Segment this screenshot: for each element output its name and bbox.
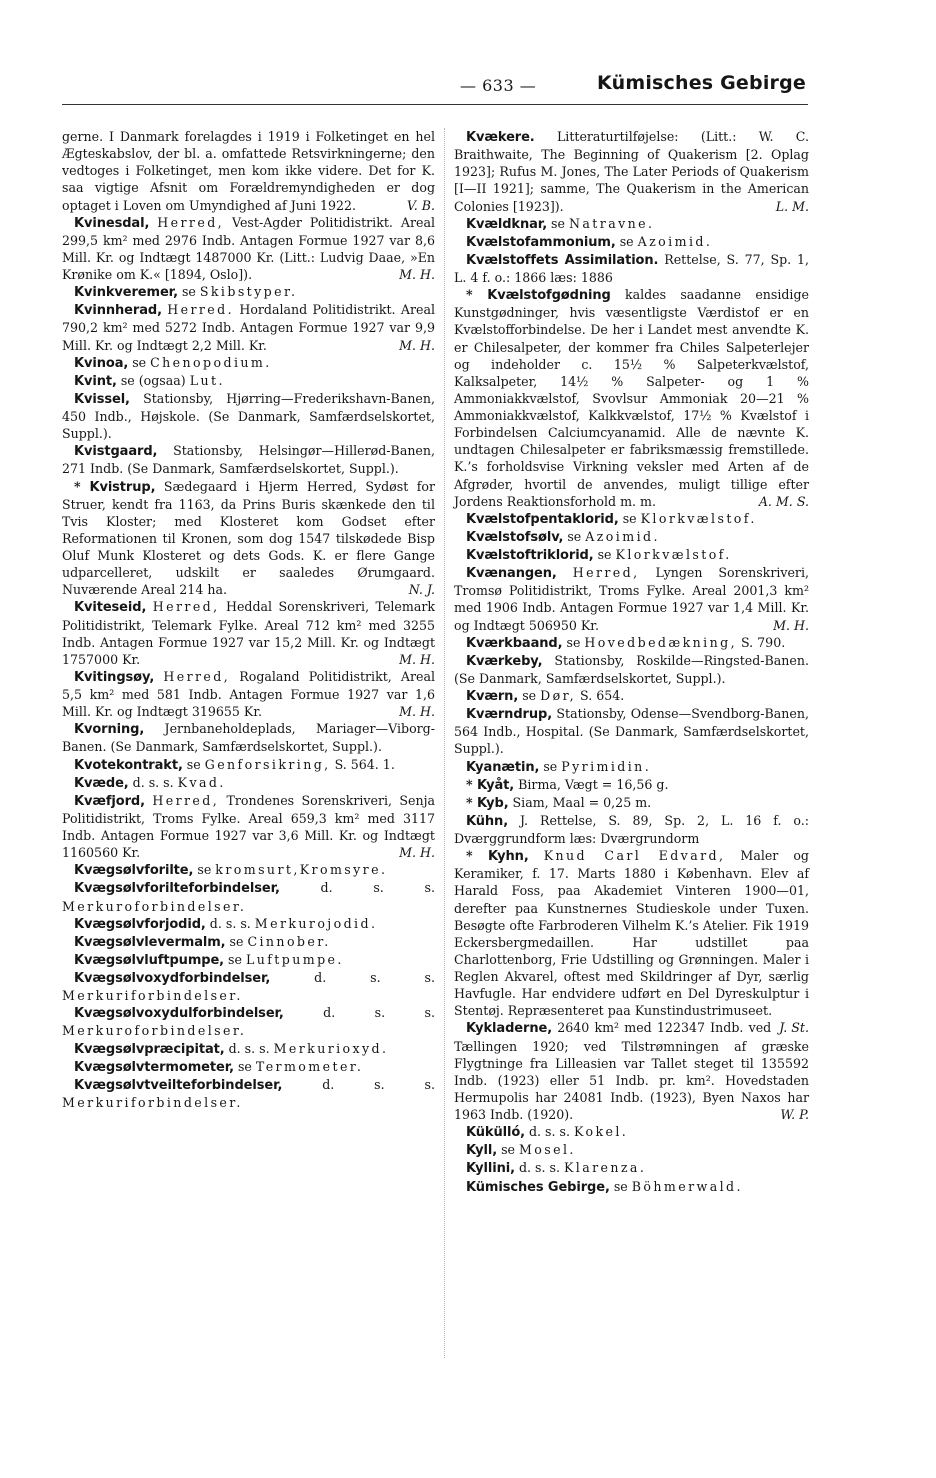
left-column	[62, 128, 435, 1111]
dictionary-entry	[62, 1076, 435, 1111]
entry-text: Trondenes Sorenskriveri, Senja Politidistrikt, Troms Fylke. Areal 659,3 km² med 3117 Indb. Antagen Formue 1927 var 3,6 Mill. Kr. og Indtægt 1160560 Kr.	[62, 792, 435, 861]
dictionary-entry	[62, 969, 435, 1004]
dictionary-entry	[62, 1040, 435, 1058]
entry-text: Heddal Sorenskriveri, Telemark Politidistrikt, Telemark Fylke. Areal 712 km² med 3255 Indb. Antagen Formue 1927 var 15,2 Mill. Kr. og Indtægt 1757000 Kr.	[62, 599, 435, 667]
dictionary-entry	[454, 564, 809, 634]
dictionary-entry	[454, 510, 809, 528]
dictionary-entry	[62, 1058, 435, 1076]
entry-headword: Kvæfjord,	[74, 793, 145, 809]
entry-signature: M. H.	[399, 651, 435, 667]
dictionary-entry	[62, 354, 435, 372]
entry-headword: Kvægsølvtermometer,	[74, 1059, 234, 1075]
entry-signature: W. P.	[780, 1107, 809, 1122]
entry-text: Stationsby, Helsingør—Hillerød-Banen, 271 Indb. (Se Danmark, Samfærdselskortet, Suppl.).	[62, 443, 435, 477]
entry-spaced-term: Herred,	[163, 668, 231, 684]
entry-cross-reference: Klorkvælstof.	[615, 547, 732, 562]
entry-spaced-term: Knud Carl Edvard,	[543, 848, 726, 864]
entry-headword: Kvitingsøy,	[74, 669, 155, 685]
dictionary-entry	[454, 128, 809, 215]
entry-headword: Kværkeby,	[466, 653, 543, 669]
entry-cross-reference: Genforsikring,	[204, 756, 331, 772]
page-header	[62, 70, 808, 105]
entry-headword: Kvissel,	[74, 391, 130, 407]
entry-headword: Kvækere.	[466, 130, 535, 145]
dictionary-entry	[62, 283, 435, 301]
entry-signature: M. H.	[399, 704, 435, 720]
entry-cross-reference: Dør,	[540, 688, 577, 703]
dictionary-entry	[454, 812, 809, 847]
entry-headword: Kvælstofgødning	[487, 288, 611, 304]
entry-text: d. s. s.	[282, 1076, 435, 1092]
entry-headword: Kvint,	[74, 373, 117, 389]
entry-cross-reference: Luftpumpe.	[245, 951, 344, 967]
dictionary-entry	[62, 915, 435, 933]
entry-headword: Kvægsølvoxydforbindelser,	[74, 971, 271, 986]
dictionary-entry	[454, 758, 809, 776]
dictionary-entry	[454, 1159, 809, 1177]
entry-spaced-term: Herred,	[572, 565, 640, 581]
entry-star: *	[74, 478, 90, 494]
entry-star: *	[466, 287, 488, 303]
entry-text: d. s. s.	[514, 1160, 564, 1176]
entry-text: d. s. s.	[524, 1124, 574, 1140]
entry-cross-reference: Merkuriforbindelser.	[62, 1094, 243, 1110]
entry-cross-reference: Merkuroforbindelser.	[62, 898, 247, 914]
entry-signature: M. H.	[399, 337, 435, 353]
column-divider	[444, 128, 445, 1358]
entry-signature: M. H.	[399, 845, 435, 861]
entry-text: se	[518, 688, 541, 703]
dictionary-entry	[62, 668, 435, 720]
entry-headword: Kvælstoftriklorid,	[466, 548, 594, 563]
dictionary-entry	[62, 128, 435, 214]
entry-spaced-term: Herred,	[152, 599, 220, 615]
dictionary-entry	[62, 933, 435, 951]
entry-headword: Kvægsølvluftpumpe,	[74, 952, 225, 968]
entry-text: se	[563, 528, 586, 544]
entry-headword: Kyb,	[476, 795, 509, 811]
dictionary-entry	[62, 774, 435, 792]
entry-star: *	[466, 848, 488, 864]
dictionary-entry	[62, 1004, 435, 1039]
entry-signature: A. M. S.	[758, 493, 809, 509]
right-column	[454, 128, 809, 1196]
entry-text: se	[547, 215, 569, 231]
entry-signature: M. H.	[773, 617, 809, 633]
entry-headword: Kvægsølvoxydulforbindelser,	[74, 1006, 284, 1022]
page-number: — 633 —	[460, 76, 537, 95]
entry-text: se	[539, 758, 562, 774]
entry-spaced-term: Herred,	[152, 792, 220, 808]
entry-headword: Kvælstofsølv,	[466, 529, 564, 545]
entry-text: Stationsby, Odense—Svendborg-Banen, 564 Indb., Hospital. (Se Danmark, Samfærdselskortet, Suppl.).	[454, 706, 809, 757]
dictionary-entry	[62, 951, 435, 969]
entry-text: se	[224, 951, 246, 967]
entry-signature: M. H.	[399, 267, 435, 282]
entry-headword: Kyhn,	[488, 849, 529, 865]
entry-headword: Kvælstoffets Assimilation.	[466, 252, 659, 268]
entry-cross-reference: Merkurioxyd.	[273, 1040, 389, 1056]
dictionary-entry	[454, 546, 809, 564]
entry-spaced-term: Herred,	[157, 214, 225, 230]
dictionary-entry	[62, 861, 435, 879]
dictionary-entry	[62, 372, 435, 390]
running-head: Kümisches Gebirge	[597, 72, 806, 94]
entry-text: d. s. s.	[224, 1040, 274, 1056]
entry-headword: Kværndrup,	[466, 707, 553, 723]
entry-text: Hordaland Politidistrikt. Areal 790,2 km² med 5272 Indb. Antagen Formue 1927 var 9,9 Mill. Kr. og Indtægt 2,2 Mill. Kr.	[62, 302, 435, 353]
entry-headword: Kvægsølvforilte,	[74, 863, 194, 879]
entry-headword: Kvinnherad,	[74, 303, 162, 319]
dictionary-entry	[454, 794, 809, 812]
entry-text: d. s. s.	[279, 880, 435, 896]
entry-text: se	[497, 1142, 520, 1158]
entry-headword: Kyll,	[466, 1143, 498, 1159]
dictionary-entry	[62, 390, 435, 442]
entry-headword: Kvægsølvtveilteforbindelser,	[74, 1077, 283, 1093]
dictionary-entry	[454, 286, 809, 510]
dictionary-entry	[454, 251, 809, 286]
dictionary-entry	[62, 598, 435, 668]
entry-headword: Kværn,	[466, 689, 519, 704]
entry-headword: Kvægsølvforjodid,	[74, 916, 206, 932]
entry-text: gerne. I Danmark forelagdes i 1919 i Folketinget en hel Ægteskabslov, der bl. a. omfattede Retsvirkningerne; den vedtoges i Folketinget, men kom ikke videre. Det for K. saa vigtige Afsnit om Forældremyndigheden er dog optaget i Loven om Umyndighed af Juni 1922.	[62, 129, 435, 213]
entry-cross-reference: Azoimid.	[637, 233, 713, 249]
entry-cross-reference: kromsurt,	[215, 862, 300, 878]
entry-headword: Kvinesdal,	[74, 215, 150, 231]
dictionary-entry	[454, 1141, 809, 1159]
entry-cross-reference: Klorkvælstof.	[640, 510, 757, 526]
entry-text: se	[225, 933, 248, 949]
entry-signature: L. M.	[775, 198, 809, 214]
entry-signature: V. B.	[406, 197, 435, 213]
entry-text: se	[593, 547, 616, 562]
entry-text: d. s. s.	[128, 774, 178, 790]
entry-headword: Kvistrup,	[89, 479, 156, 495]
entry-cross-reference: Kvad.	[177, 774, 226, 790]
entry-headword: Kvistgaard,	[74, 444, 158, 460]
entry-text: se	[233, 1058, 256, 1074]
entry-signature: N. J.	[408, 582, 435, 598]
entry-text: kaldes saadanne ensidige Kunstgødninger, hvis væsentligste Værdistof er en Kvælstofforbindelse. De her i Landet mest anvendte K. er Chilesalpeter, der kommer fra Chiles Salpeterlejer og indeholder c. 15½ % Salpeterkvælstof, Kalksalpeter, 14½ % Salpeter- og 1 % Ammoniakkvælstof, Svovlsur Ammoniak 20—21 % Ammoniakkvælstof, Kalkkvælstof, 17½ % Kvælstof i Forbindelsen Calciumcyanamid. Alle de nævnte K. undtagen Chilesalpeter er fabriksmæssig fremstillede. K.’s forholdsvise Virkning veksler med Arten af de Afgrøder, hvortil de anvendes, muligt tillige efter Jordens Reaktionsforhold m. m.	[454, 287, 809, 509]
entry-headword: Kvægsølvlevermalm,	[74, 934, 226, 950]
entry-text: se	[618, 510, 641, 526]
entry-headword: Kvælstofpentaklorid,	[466, 511, 619, 527]
entry-cross-reference: Lut.	[189, 372, 225, 388]
entry-signature: J. St.	[779, 1020, 809, 1036]
entry-text: se	[609, 1178, 632, 1194]
entry-cross-reference: Chenopodium.	[150, 354, 272, 370]
entry-text: Sædegaard i Hjerm Herred, Sydøst for Struer, kendt fra 1163, da Prins Buris skænkede den til Tvis Kloster; med Klosteret kom Godset efter Reformationen til Kronen, som dog 1547 tilskødede Bisp Oluf Munk Klosteret og dets Gods. K. er flere Gange udparcelleret, udskilt er saaledes Ørumgaard. Nuværende Areal 214 ha.	[62, 478, 435, 598]
entry-headword: Kvinoa,	[74, 355, 129, 371]
entry-text: se	[193, 862, 216, 878]
entry-text: Stationsby, Hjørring—Frederikshavn-Banen, 450 Indb., Højskole. (Se Danmark, Samfærdselskortet, Suppl.).	[62, 390, 435, 442]
entry-cross-reference: Merkuriforbindelser.	[62, 988, 243, 1004]
entry-text: se (ogsaa)	[116, 372, 190, 388]
entry-cross-reference: Merkurojodid.	[254, 915, 378, 931]
entry-text: d. s. s.	[270, 970, 435, 985]
entry-cross-reference: Natravne.	[568, 215, 655, 231]
entry-text: Maler og Keramiker, f. 17. Marts 1880 i København. Elev af Harald Foss, paa Akademiet Vinteren 1900—01, derefter paa Kunstnernes Studieskole under Tuxen. Besøgte ofte Farbroderen Vilhelm K.’s Atelier. Fik 1919 Eckersbergmedaillen. Har udstillet paa Charlottenborg, Frie Udstilling og Grønningen. Maler i Reglen Akvarel, oftest med Skildringer af Dyr, særlig Havfugle. Har endvidere udført en Del Dyreskulptur i Stentøj. Repræsenteret paa Kunstindustrimuseet.	[454, 848, 809, 1019]
entry-text: Rettelse, S. 77, Sp. 1, L. 4 f. o.: 1866 læs: 1886	[454, 251, 809, 285]
entry-cross-reference: Böhmerwald.	[631, 1178, 743, 1194]
dictionary-entry	[62, 478, 435, 599]
dictionary-entry	[454, 1019, 809, 1123]
entry-headword: Kümisches Gebirge,	[466, 1179, 610, 1195]
entry-cross-reference: Klarenza.	[563, 1160, 647, 1176]
entry-text: S. 654.	[576, 688, 625, 703]
entry-cross-reference: Pyrimidin.	[561, 758, 652, 774]
dictionary-entry	[454, 1123, 809, 1141]
entry-cross-reference: Kokel.	[574, 1124, 629, 1140]
entry-headword: Kvægsølvforilteforbindelser,	[74, 881, 280, 897]
entry-text: S. 790.	[736, 634, 786, 650]
entry-cross-reference: Azoimid.	[585, 528, 660, 544]
entry-headword: Kvæde,	[74, 775, 129, 791]
entry-cross-reference: Kromsyre.	[299, 862, 388, 878]
entry-headword: Kükülló,	[466, 1125, 525, 1141]
entry-headword: Kværkbaand,	[466, 635, 563, 651]
dictionary-entry	[454, 652, 809, 687]
entry-text: d. s. s.	[283, 1005, 435, 1021]
entry-text: J. Rettelse, S. 89, Sp. 2, L. 16 f. o.: Dværggrundform læs: Dværgrundorm	[454, 812, 809, 846]
entry-cross-reference: Skibstyper.	[199, 284, 298, 300]
entry-headword: Kyanætin,	[466, 759, 540, 775]
entry-text: Siam, Maal = 0,25 m.	[508, 794, 652, 810]
entry-cross-reference: Cinnober.	[247, 933, 331, 949]
entry-headword: Kvorning,	[74, 722, 145, 738]
entry-star: *	[466, 776, 477, 792]
dictionary-entry	[454, 776, 809, 794]
dictionary-entry	[62, 879, 435, 914]
dictionary-entry	[454, 1178, 809, 1196]
dictionary-entry	[62, 442, 435, 477]
entry-star: *	[466, 794, 477, 810]
entry-headword: Kykladerne,	[466, 1021, 553, 1037]
entry-headword: Kvænangen,	[466, 566, 557, 582]
dictionary-entry	[454, 528, 809, 546]
dictionary-entry	[62, 214, 435, 284]
entry-text: Lyngen Sorenskriveri, Tromsø Politidistrikt, Troms Fylke. Areal 2001,3 km² med 1906 Indb. Antagen Formue 1927 var 1,4 Mill. Kr. og Indtægt 506950 Kr.	[454, 565, 809, 633]
entry-headword: Kvotekontrakt,	[74, 757, 183, 773]
entry-text: Stationsby, Roskilde—Ringsted-Banen. (Se Danmark, Samfærdselskortet, Suppl.).	[454, 652, 809, 686]
entry-text: se	[177, 284, 200, 300]
entry-spaced-term: Herred.	[167, 302, 235, 318]
entry-headword: Kyåt,	[476, 777, 515, 793]
dictionary-entry	[62, 301, 435, 353]
entry-headword: Kviteseid,	[74, 600, 147, 616]
entry-text: d. s. s.	[205, 915, 255, 931]
entry-headword: Kvinkveremer,	[74, 285, 178, 301]
dictionary-entry	[62, 792, 435, 862]
entry-cross-reference: Merkuroforbindelser.	[62, 1023, 247, 1039]
entry-text: Litteraturtilføjelse: (Litt.: W. C. Braithwaite, The Beginning of Quakerism [2. Oplag 1923]; Rufus M. Jones, The Later Periods of Quakerism [I—II 1921]; samme, The Quakerism in the American Colonies [1923]).	[454, 129, 809, 214]
entry-text: se	[128, 354, 151, 370]
entry-text: Jernbaneholdeplads, Mariager—Viborg-Banen. (Se Danmark, Samfærdselskortet, Suppl.).	[62, 721, 435, 755]
entry-headword: Kvælstofammonium,	[466, 234, 616, 250]
entry-text: se	[562, 634, 585, 650]
entry-headword: Kvægsølvpræcipitat,	[74, 1041, 225, 1057]
entry-cross-reference: Termometer.	[255, 1058, 364, 1074]
entry-cross-reference: Mosel.	[519, 1142, 576, 1158]
entry-text: 2640 km² med 122347 Indb. ved Tællingen 1920; ved Tilstrømningen af græske Flygtninge fra Lilleasien var Tallet steget til 135592 Indb. (1923) eller 51 Indb. pr. km². Hovedstaden Hermupolis har 24081 Indb. (1923), Byen Naxos har 1963 Indb. (1920).	[454, 1020, 809, 1122]
dictionary-entry	[454, 705, 809, 757]
dictionary-entry	[62, 756, 435, 774]
entry-text: se	[615, 233, 638, 249]
dictionary-entry	[454, 215, 809, 233]
entry-headword: Kyllini,	[466, 1161, 515, 1177]
dictionary-entry	[454, 233, 809, 251]
entry-text: Rogaland Politidistrikt, Areal 5,5 km² med 581 Indb. Antagen Formue 1927 var 1,6 Mill. Kr. og Indtægt 319655 Kr.	[62, 668, 435, 720]
entry-headword: Kühn,	[466, 813, 509, 829]
dictionary-entry	[454, 634, 809, 652]
entry-cross-reference: Hovedbedækning,	[584, 634, 737, 650]
entry-text: Vest-Agder Politidistrikt. Areal 299,5 km² med 2976 Indb. Antagen Formue 1927 var 8,6 Mill. Kr. og Indtægt 1487000 Kr. (Litt.: Ludvig Daae, »En Krønike om K.« [1894, Oslo]).	[62, 214, 435, 282]
dictionary-entry	[454, 687, 809, 705]
entry-text: Birma, Vægt = 16,56 g.	[514, 776, 669, 792]
entry-headword: Kvældknar,	[466, 216, 548, 232]
entry-text: S. 564. 1.	[330, 756, 395, 772]
entry-text: se	[182, 756, 205, 772]
dictionary-entry	[62, 720, 435, 755]
